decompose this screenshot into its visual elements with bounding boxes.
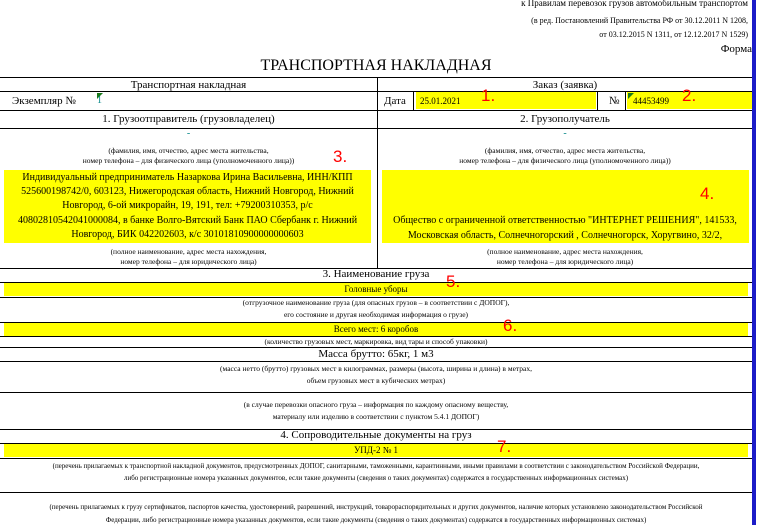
mass-note-2: объем грузовых мест в кубических метрах) [306, 376, 446, 385]
docs-section-title: 4. Сопроводительные документы на груз [280, 429, 472, 441]
docs-value[interactable]: УПД-2 № 1 [4, 444, 748, 457]
page-title: ТРАНСПОРТНАЯ НАКЛАДНАЯ [260, 57, 492, 74]
annotation-1: 1. [481, 86, 496, 105]
sender-section-title: 1. Грузоотправитель (грузовладелец) [102, 113, 275, 125]
annotation-2: 2. [682, 86, 697, 105]
annotation-5: 5. [446, 272, 461, 291]
docs-note-2: либо регистрационные номера указанных документов, если такие документы (сведения о таких документах) содержатся в государственных информационных системах) [123, 474, 629, 482]
copy-number-label: Экземпляр № [12, 95, 76, 107]
danger-note-1: (в случае перевозки опасного груза – информация по каждому опасному веществу, [243, 400, 509, 409]
mass-note-1: (масса нетто (брутто) грузовых мест в килограммах, размеры (высота, ширина и длина) в метрах, [220, 364, 532, 373]
cert-note-2: Федерации, либо регистрационные номера указанных документов, если такие документы (сведения о таких документах) содержатся в государственных информационных системах) [105, 516, 647, 524]
sender-details[interactable]: Индивидуальный предприниматель Назаркова Ирина Васильевна, ИНН/КПП 525600198742/0, 603123, Нижегородская область, Нижний Новгород, Нижний Новгород, 6-ой микрорайн, 19, 191, тел: +79200310353, р/с 40802810542041000084, в банке Волго-Вятский Банк ПАО Сбербанк г. Нижний Новгород, БИК 042202603, к/с 30101810900000000603 [4, 170, 371, 243]
order-number-label: № [609, 95, 620, 107]
annotation-3: 3. [333, 147, 348, 166]
docs-note-1: (перечень прилагаемых к транспортной накладной документов, предусмотренных ДОПОГ, санитарными, таможенными, карантинными, иными правилами в соответствии с законодательством Российской Федерации, [52, 462, 700, 470]
sender-org-note-2: номер телефона – для юридического лица) [120, 257, 257, 266]
receiver-section-title: 2. Грузополучатель [520, 113, 610, 125]
sender-fio-note-2: номер телефона – для физического лица (уполномоченного лица)) [82, 156, 295, 165]
order-number-value: 44453499 [633, 96, 669, 106]
header-line1: к Правилам перевозок грузов автомобильным транспортом [521, 0, 748, 8]
receiver-fio-note-2: номер телефона – для физического лица (уполномоченного лица)) [459, 156, 671, 165]
receiver-org-note-1: (полное наименование, адрес места нахождения, [487, 247, 643, 256]
order-head: Заказ (заявка) [532, 79, 598, 91]
sender-fio-note-1: (фамилия, имя, отчество, адрес места жительства, [108, 146, 269, 155]
danger-note-2: материалу или изделию в соответствии с пунктом 5.4.1 ДОПОГ) [272, 412, 480, 421]
annotation-6: 6. [503, 316, 518, 335]
header-line3: от 03.12.2015 N 1311, от 12.12.2017 N 1529) [599, 30, 748, 39]
cargo-note-2: его состояние и другая необходимая информация о грузе) [283, 310, 469, 319]
date-label: Дата [384, 95, 406, 107]
places-value[interactable]: Всего мест: 6 коробов [4, 323, 748, 336]
header-line2: (в ред. Постановлений Правительства РФ от 30.12.2011 N 1208, [531, 16, 748, 25]
receiver-fio-note-1: (фамилия, имя, отчество, адрес места жительства, [484, 146, 646, 155]
receiver-fio-value[interactable]: - [563, 128, 567, 139]
annotation-4: 4. [700, 184, 715, 203]
places-note: (количество грузовых мест, маркировка, вид тары и способ упаковки) [264, 337, 488, 346]
receiver-org-note-2: номер телефона – для юридического лица) [496, 257, 634, 266]
cargo-name-value[interactable]: Головные уборы [4, 283, 748, 296]
cargo-note-1: (отгрузочное наименование груза (для опасных грузов – в соответствии с ДОПОГ), [242, 298, 510, 307]
receiver-details: Общество с ограниченной ответственностью "ИНТЕРНЕТ РЕШЕНИЯ", 141533, Московская область, Солнечногорский , Солнечногорск, Хоругвино, 32/2, [393, 215, 737, 241]
cert-note-1: (перечень прилагаемых к грузу сертификатов, паспортов качества, удостоверений, разрешений, инструкций, товарораспорядительных и других документов, наличие которых установлено законодательством Российской [49, 503, 703, 511]
annotation-7: 7. [497, 437, 512, 456]
copy-number-value[interactable]: 1 [97, 95, 102, 106]
cargo-section-title: 3. Наименование груза [322, 268, 430, 280]
mass-value[interactable]: Масса брутто: 65кг, 1 м3 [318, 348, 434, 360]
form-label: Форма [720, 43, 752, 55]
waybill-head: Транспортная накладная [130, 79, 247, 91]
window-edge [752, 0, 756, 525]
date-value: 25.01.2021 [420, 96, 461, 106]
sender-fio-value[interactable]: - [186, 128, 191, 139]
sender-org-note-1: (полное наименование, адрес места нахождения, [110, 247, 267, 256]
